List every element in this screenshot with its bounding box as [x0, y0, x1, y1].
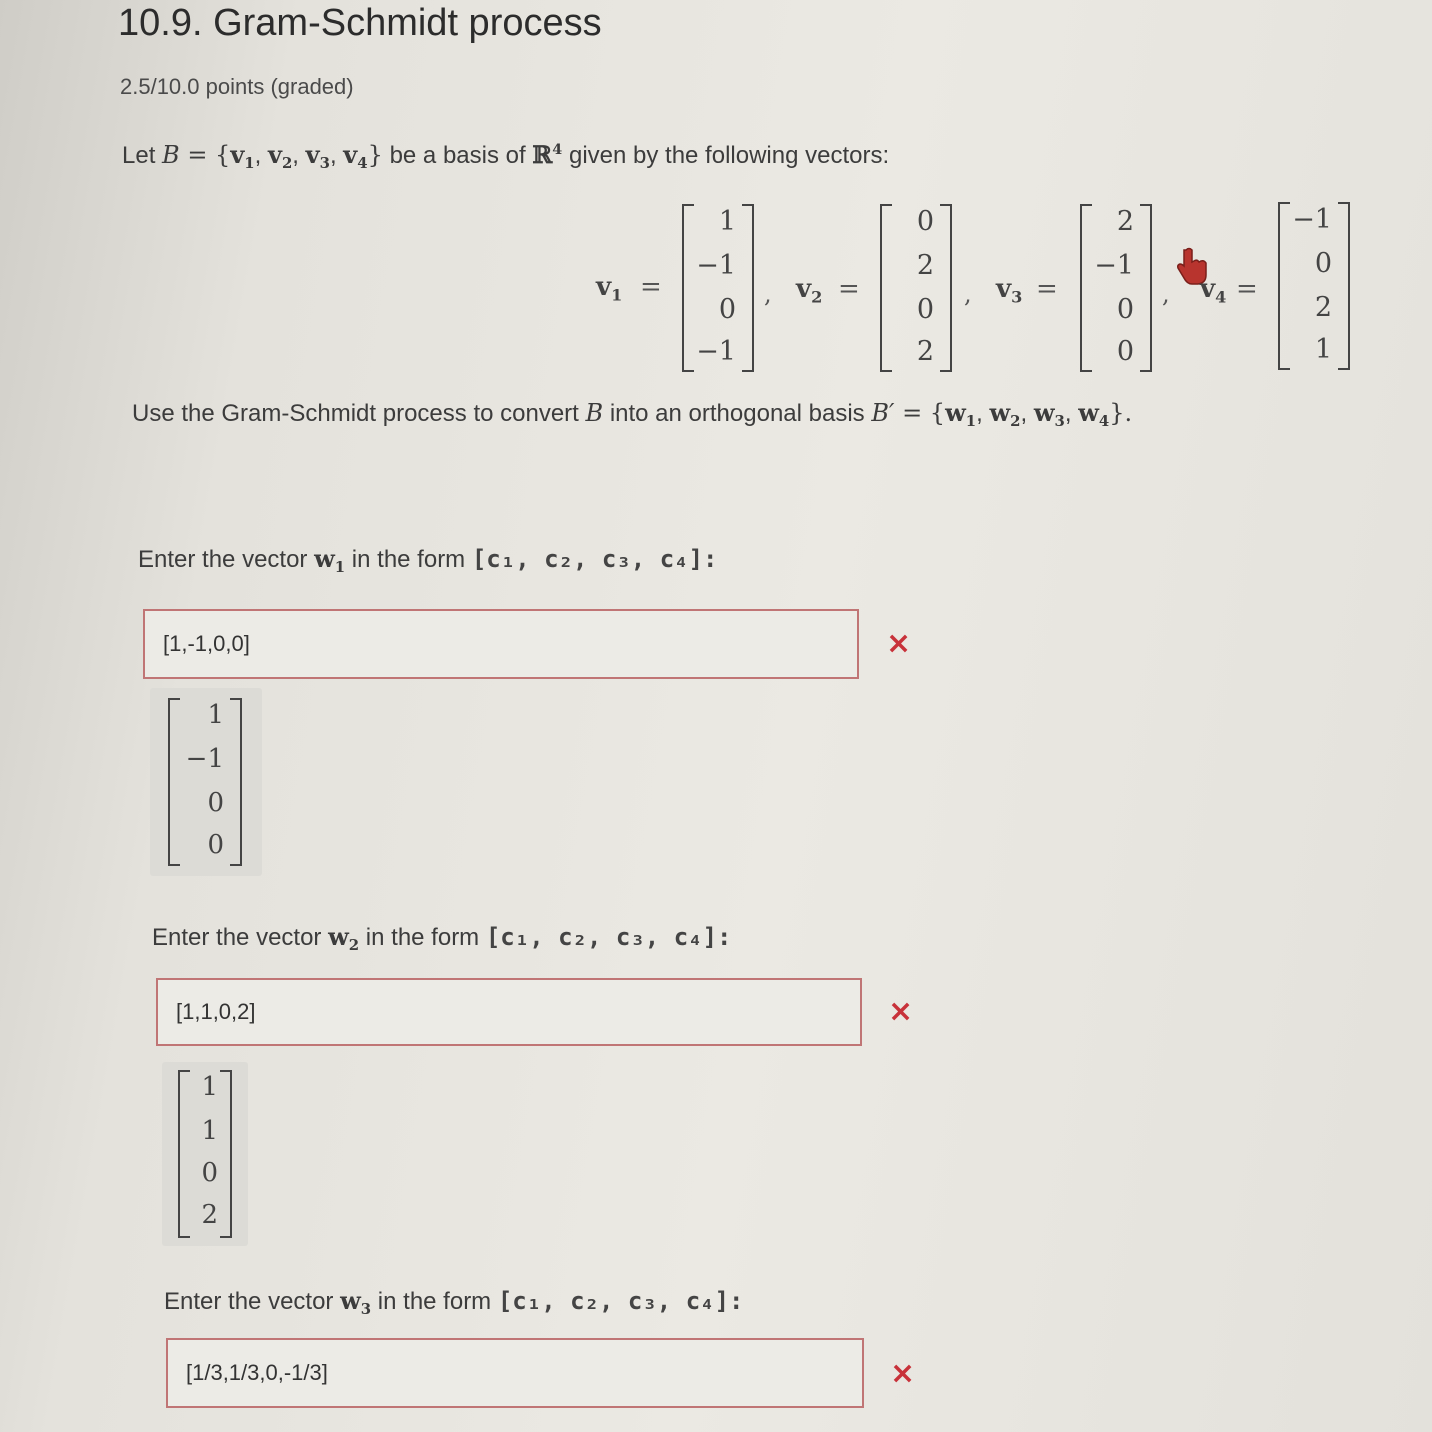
question-3-prompt: Enter the vector $w_3$ in the form [c₁, c₂, c₃, c₄]: [164, 1286, 744, 1319]
w2-answer-value: [1,1,0,2] [176, 999, 256, 1024]
v3-equals: = [1036, 274, 1058, 304]
real-space-symbol: ℝ$^4$ [532, 140, 563, 169]
w2-preview-matrix: 1 1 0 2 [178, 1072, 232, 1236]
instruction-text: Use the Gram-Schmidt process to convert B into an orthogonal basis $B' = \{w_1$, $w_2$, $w_3$, $w_4$}. [132, 398, 1133, 431]
v2-label: $v_2$ [796, 274, 823, 307]
intro-v4: $v_4$ [343, 140, 368, 173]
intro-close: } [367, 141, 383, 169]
v2-entry: 2 [916, 336, 934, 367]
separator-comma: , [964, 280, 972, 308]
intro-text2: given by the following vectors: [568, 142, 890, 169]
v3-label: $v_3$ [996, 274, 1023, 307]
v4-entry: 0 [1314, 248, 1332, 279]
v4-entry: 2 [1314, 292, 1332, 323]
v3-entry: 0 [1116, 294, 1134, 325]
intro-v3: $v_3$ [305, 140, 330, 173]
v1-label: $v_1$ [596, 272, 623, 305]
basis-symbol: B [162, 141, 180, 169]
incorrect-icon: × [888, 994, 914, 1029]
question-1-prompt: Enter the vector $w_1$ in the form [c₁, c₂, c₃, c₄]: [138, 544, 718, 577]
v2-equals: = [838, 274, 860, 304]
intro-v1: $v_1$ [230, 140, 255, 173]
v4-label: $v_4$ [1200, 274, 1227, 307]
intro-eq-open: = { [179, 141, 231, 169]
v1-entry: 0 [718, 294, 736, 325]
form-notation: [c₁, c₂, c₃, c₄]: [471, 545, 718, 573]
separator-comma: , [1162, 280, 1170, 308]
v1-equals: = [640, 272, 662, 302]
v2-entry: 2 [916, 250, 934, 281]
w1-preview [150, 688, 262, 876]
form-notation: [c₁, c₂, c₃, c₄]: [497, 1287, 744, 1315]
question-2-prompt: Enter the vector $w_2$ in the form [c₁, c₂, c₃, c₄]: [152, 922, 732, 955]
v3-entry: −1 [1094, 250, 1134, 281]
w2-preview [162, 1062, 248, 1246]
v3-entry: 0 [1116, 336, 1134, 367]
problem-intro: Let $B = \{v_1$, $v_2$, $v_3$, $v_4$} be a basis of ℝ$^4$ given by the following vectors: [122, 140, 890, 173]
incorrect-icon: × [890, 1356, 916, 1391]
points-status: 2.5/10.0 points (graded) [120, 74, 354, 99]
v3-entry: 2 [1116, 206, 1134, 237]
v4-entry: 1 [1314, 334, 1332, 365]
w3-answer-input[interactable] [166, 1338, 864, 1408]
v1-entry: −1 [696, 336, 736, 367]
incorrect-icon: × [886, 626, 912, 661]
v4-entry: −1 [1292, 204, 1332, 235]
v1-entry: −1 [696, 250, 736, 281]
page-title: 10.9. Gram-Schmidt process [118, 2, 602, 44]
v4-equals: = [1236, 274, 1258, 304]
w1-answer-input[interactable] [143, 609, 859, 679]
w2-answer-input[interactable] [156, 978, 862, 1046]
intro-text1: be a basis of [389, 142, 526, 169]
w1-answer-value: [1,-1,0,0] [163, 631, 250, 656]
form-notation: [c₁, c₂, c₃, c₄]: [485, 923, 732, 951]
v3-matrix [1080, 206, 1152, 370]
v2-entry: 0 [916, 206, 934, 237]
separator-comma: , [764, 280, 772, 308]
w1-preview-matrix: 1 −1 0 0 [168, 700, 242, 864]
w3-answer-value: [1/3,1/3,0,-1/3] [186, 1360, 328, 1385]
v4-matrix [1278, 204, 1350, 368]
v1-entry: 1 [718, 206, 736, 237]
v2-matrix [880, 206, 952, 370]
intro-v2: $v_2$ [267, 140, 293, 173]
intro-let: Let [122, 142, 156, 169]
v2-entry: 0 [916, 294, 934, 325]
v1-matrix [682, 206, 754, 370]
